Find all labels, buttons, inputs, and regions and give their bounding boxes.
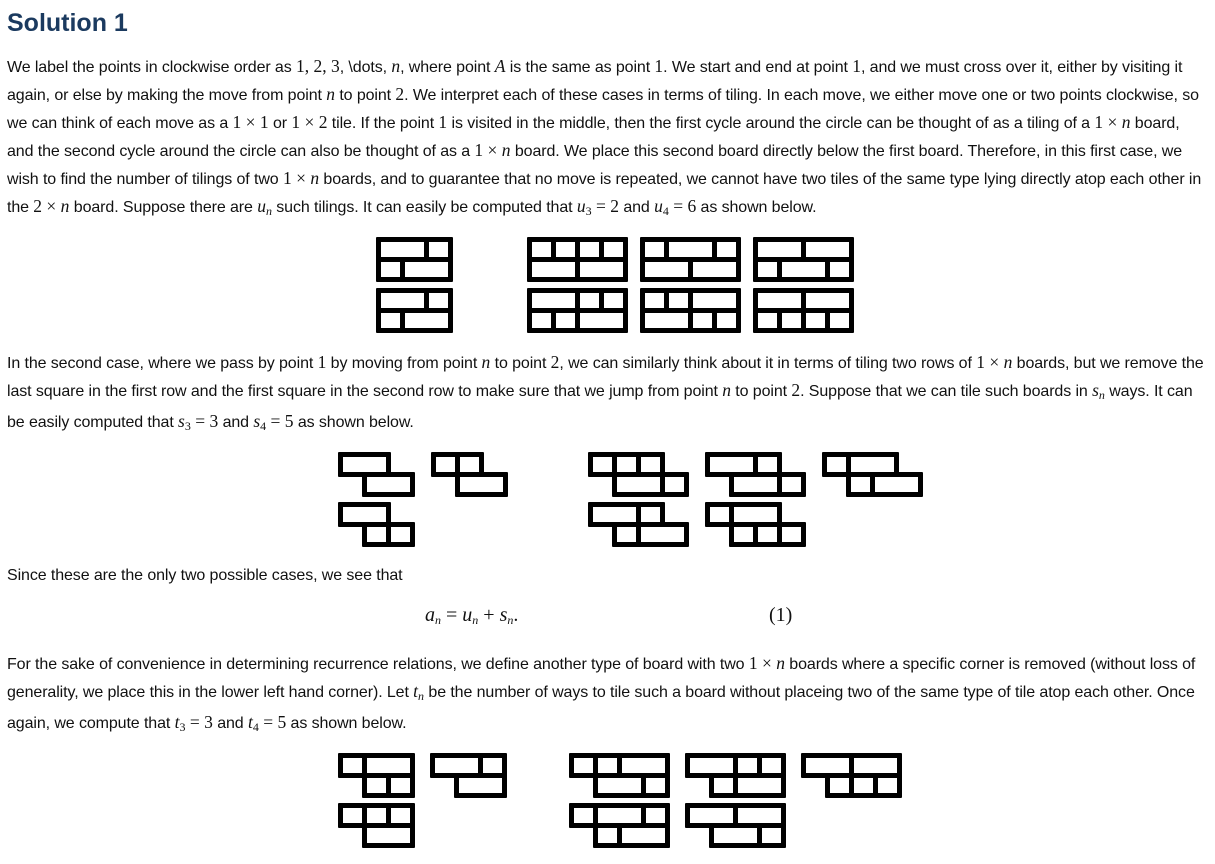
tiling-board (431, 452, 508, 497)
tiling-board (338, 753, 415, 798)
tile (757, 823, 786, 848)
tile (386, 522, 415, 547)
board-group (569, 753, 902, 848)
tile (870, 472, 923, 497)
tile (688, 257, 741, 282)
tile (709, 823, 762, 848)
tile (617, 823, 670, 848)
inline-math: 2 (550, 352, 560, 372)
tiling-board (753, 288, 854, 333)
tiling-board (753, 237, 854, 282)
board-group (376, 237, 453, 333)
tile (575, 308, 628, 333)
inline-math: n (326, 84, 335, 104)
tile (640, 257, 693, 282)
tile (712, 308, 741, 333)
tile (777, 522, 806, 547)
inline-math: $u_3 = 2$ (576, 196, 619, 218)
inline-math: n (722, 380, 731, 400)
tile (825, 308, 854, 333)
inline-math: 1 (317, 352, 327, 372)
tiling-board (822, 452, 923, 497)
tile (660, 472, 689, 497)
tile (400, 257, 453, 282)
tiling-board (588, 452, 689, 497)
paragraph-case-two: In the second case, where we pass by point 1 by moving from point n to point 2, we can similarly think about it in terms of tiling two rows of 1 × n boards, but we remove the last square in the first row and the first square in the second row to make sure that we jump from point n to point 2. Suppose that we can tile such boards in $s_n$ ways. It can be easily computed that $s_3 = 3$ and $s_4 = 5$ as shown below. (7, 352, 1204, 433)
tiling-board (338, 502, 415, 547)
inline-math: 2 (791, 380, 801, 400)
tiling-board (338, 803, 415, 848)
board-group (527, 237, 854, 333)
tile (593, 773, 646, 798)
tiling-board (527, 288, 628, 333)
paragraph-case-one: We label the points in clockwise order as 1, 2, 3, \dots, n, where point A is the same as point 1. We start and end at point 1, and we must cross over it, either by visiting it again, or else by making the move from point n to point 2. We interpret each of these cases in terms of tiling. In each move, we either move one or two points clockwise, so we can think of each move as a 1 × 1 or 1 × 2 tile. If the point 1 is visited in the middle, then the first cycle around the circle can be thought of as a tiling of a 1 × n board, and the second cycle around the circle can also be thought of as a 1 × n board. We place this second board directly below the first board. Therefore, in this first case, we wish to find the number of tilings of two 1 × n boards, and to guarantee that no move is repeated, we cannot have two tiles of the same type lying directly atop each other in the 2 × n board. Suppose there are $u_n$ such tilings. It can easily be computed that $u_3 = 2$ and $u_4 = 6$ as shown below. (7, 56, 1202, 218)
inline-math: A (494, 56, 506, 76)
tiling-board (705, 452, 806, 497)
tile (733, 773, 786, 798)
tile (729, 472, 782, 497)
inline-math: $t_n$ (413, 681, 425, 703)
inline-math: 1 × n (474, 140, 511, 160)
equation-formula: $a_n = u_n + s_n$. (425, 604, 519, 627)
inline-math: n (481, 352, 491, 372)
page-title: Solution 1 (7, 9, 128, 37)
figure-s-tilings (338, 452, 1208, 547)
inline-math: $s_4 = 5$ (253, 411, 294, 433)
tiling-board (685, 803, 786, 848)
board-group (588, 452, 923, 547)
tiling-board (705, 502, 806, 547)
inline-math: 2 (395, 84, 405, 104)
tile (386, 773, 415, 798)
inline-math: 1 × n (1094, 112, 1131, 132)
tile (636, 522, 689, 547)
tiling-board (801, 753, 902, 798)
tiling-board (685, 753, 786, 798)
inline-math: 1, 2, 3 (295, 56, 340, 76)
figure-u-tilings (376, 237, 1208, 333)
tiling-board (569, 803, 670, 848)
inline-math: $s_3 = 3$ (178, 411, 219, 433)
tile (454, 773, 507, 798)
tile (641, 773, 670, 798)
inline-math: 1 (852, 56, 861, 76)
tiling-board (640, 237, 741, 282)
tiling-board (640, 288, 741, 333)
tiling-board (527, 237, 628, 282)
tile (612, 472, 665, 497)
equation-row (7, 602, 1208, 636)
tiling-board (430, 753, 507, 798)
tile (527, 257, 580, 282)
tile (362, 823, 415, 848)
inline-math: 1 × n (976, 352, 1013, 372)
inline-math: 1 × n (282, 168, 320, 188)
inline-math: 1 (654, 56, 664, 76)
paragraph-t-boards: For the sake of convenience in determining recurrence relations, we define another type of board with two 1 × n boards where a specific corner is removed (without loss of generality, we place this in the lower left hand corner). Let $t_n$ be the number of ways to tile such a board without placeing two of the same type of tile atop each other. Once again, we compute that $t_3 = 3$ and $t_4 = 5$ as shown below. (7, 653, 1196, 734)
tile (825, 257, 854, 282)
inline-math: 1 × 2 (291, 112, 328, 132)
tile (362, 472, 415, 497)
tiling-board (569, 753, 670, 798)
tiling-board (376, 288, 453, 333)
tile (575, 257, 628, 282)
tiling-board (588, 502, 689, 547)
board-group (338, 753, 507, 848)
tile (873, 773, 902, 798)
inline-math: $t_4 = 5$ (247, 712, 287, 734)
inline-math: 1 × n (748, 653, 785, 673)
board-group (338, 452, 508, 547)
tile (777, 257, 830, 282)
inline-math: 1 (438, 112, 448, 132)
inline-math: $u_n$ (257, 196, 272, 218)
tiling-board (338, 452, 415, 497)
tile (640, 308, 693, 333)
inline-math: $u_4 = 6$ (654, 196, 697, 218)
paragraph-conclusion: Since these are the only two possible cases, we see that (7, 567, 403, 584)
inline-math: 1 × 1 (232, 112, 269, 132)
figure-t-tilings (338, 753, 1208, 848)
tiling-board (376, 237, 453, 282)
inline-math: n (391, 56, 401, 76)
tile (455, 472, 508, 497)
tile (400, 308, 453, 333)
equation-number: (1) (769, 604, 793, 626)
inline-math: $s_n$ (1092, 380, 1105, 402)
inline-math: 2 × n (33, 196, 70, 216)
inline-math: $t_3 = 3$ (174, 712, 213, 734)
tile (777, 472, 806, 497)
